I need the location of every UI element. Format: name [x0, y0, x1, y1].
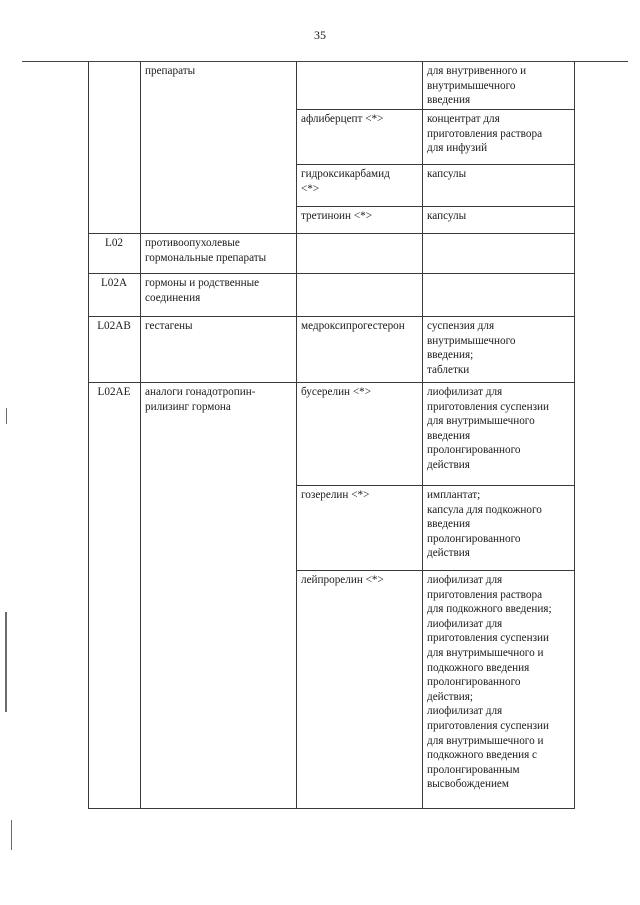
table-column-border: [574, 61, 575, 809]
page-number: 35: [314, 28, 326, 42]
dosage-form-cell: имплантат; капсула для подкожного введения пролонгированного действия: [427, 489, 542, 560]
atc-group-cell: гормоны и родственные соединения: [145, 277, 260, 304]
dosage-form-cell: лиофилизат для приготовления суспензии для внутримышечного введения пролонгированного действия: [427, 386, 549, 471]
dosage-form-cell: капсулы: [427, 210, 467, 222]
dosage-form-cell: для внутривенного и внутримышечного введения: [427, 65, 527, 107]
atc-code-cell: L02: [104, 237, 124, 249]
scan-margin-mark: [5, 612, 7, 712]
drug-name-cell: [296, 273, 422, 316]
dosage-form-cell: суспензия для внутримышечного введения; таблетки: [427, 320, 516, 376]
scan-margin-mark: [11, 820, 12, 850]
drug-name-cell: лейпрорелин <*>: [301, 574, 384, 586]
drug-name-cell: афлиберцепт <*>: [301, 113, 384, 125]
scan-margin-mark: [6, 408, 7, 424]
atc-group-cell: препараты: [145, 65, 196, 77]
drug-name-cell: гидроксикарбамид <*>: [301, 168, 390, 195]
drug-name-cell: гозерелин <*>: [301, 489, 370, 501]
atc-code-cell: L02AB: [97, 320, 131, 332]
atc-group-cell: противоопухолевые гормональные препараты: [145, 237, 267, 264]
table-row-border: [88, 808, 575, 809]
atc-code-cell: [88, 61, 140, 233]
dosage-form-cell: капсулы: [427, 168, 467, 180]
dosage-form-cell: [422, 233, 574, 273]
atc-code-cell: L02A: [100, 277, 128, 289]
drug-name-cell: [296, 233, 422, 273]
dosage-form-cell: [422, 273, 574, 316]
drug-name-cell: бусерелин <*>: [301, 386, 372, 398]
drug-name-cell: [296, 61, 422, 109]
atc-code-cell: L02AE: [97, 386, 131, 398]
drug-name-cell: третиноин <*>: [301, 210, 373, 222]
drug-name-cell: медроксипрогестерон: [301, 320, 405, 332]
dosage-form-cell: лиофилизат для приготовления раствора для подкожного введения; лиофилизат для приготовления суспензии для внутримышечного и подкожного введения пролонгированного действия; лиофилизат для приготовления суспензии для внутримышечного и подкожного введения с пролонгированным высвобождением: [427, 574, 552, 791]
atc-group-cell: аналоги гонадотропин- рилизинг гормона: [145, 386, 256, 413]
dosage-form-cell: концентрат для приготовления раствора для инфузий: [427, 113, 543, 155]
atc-group-cell: гестагены: [145, 320, 193, 332]
